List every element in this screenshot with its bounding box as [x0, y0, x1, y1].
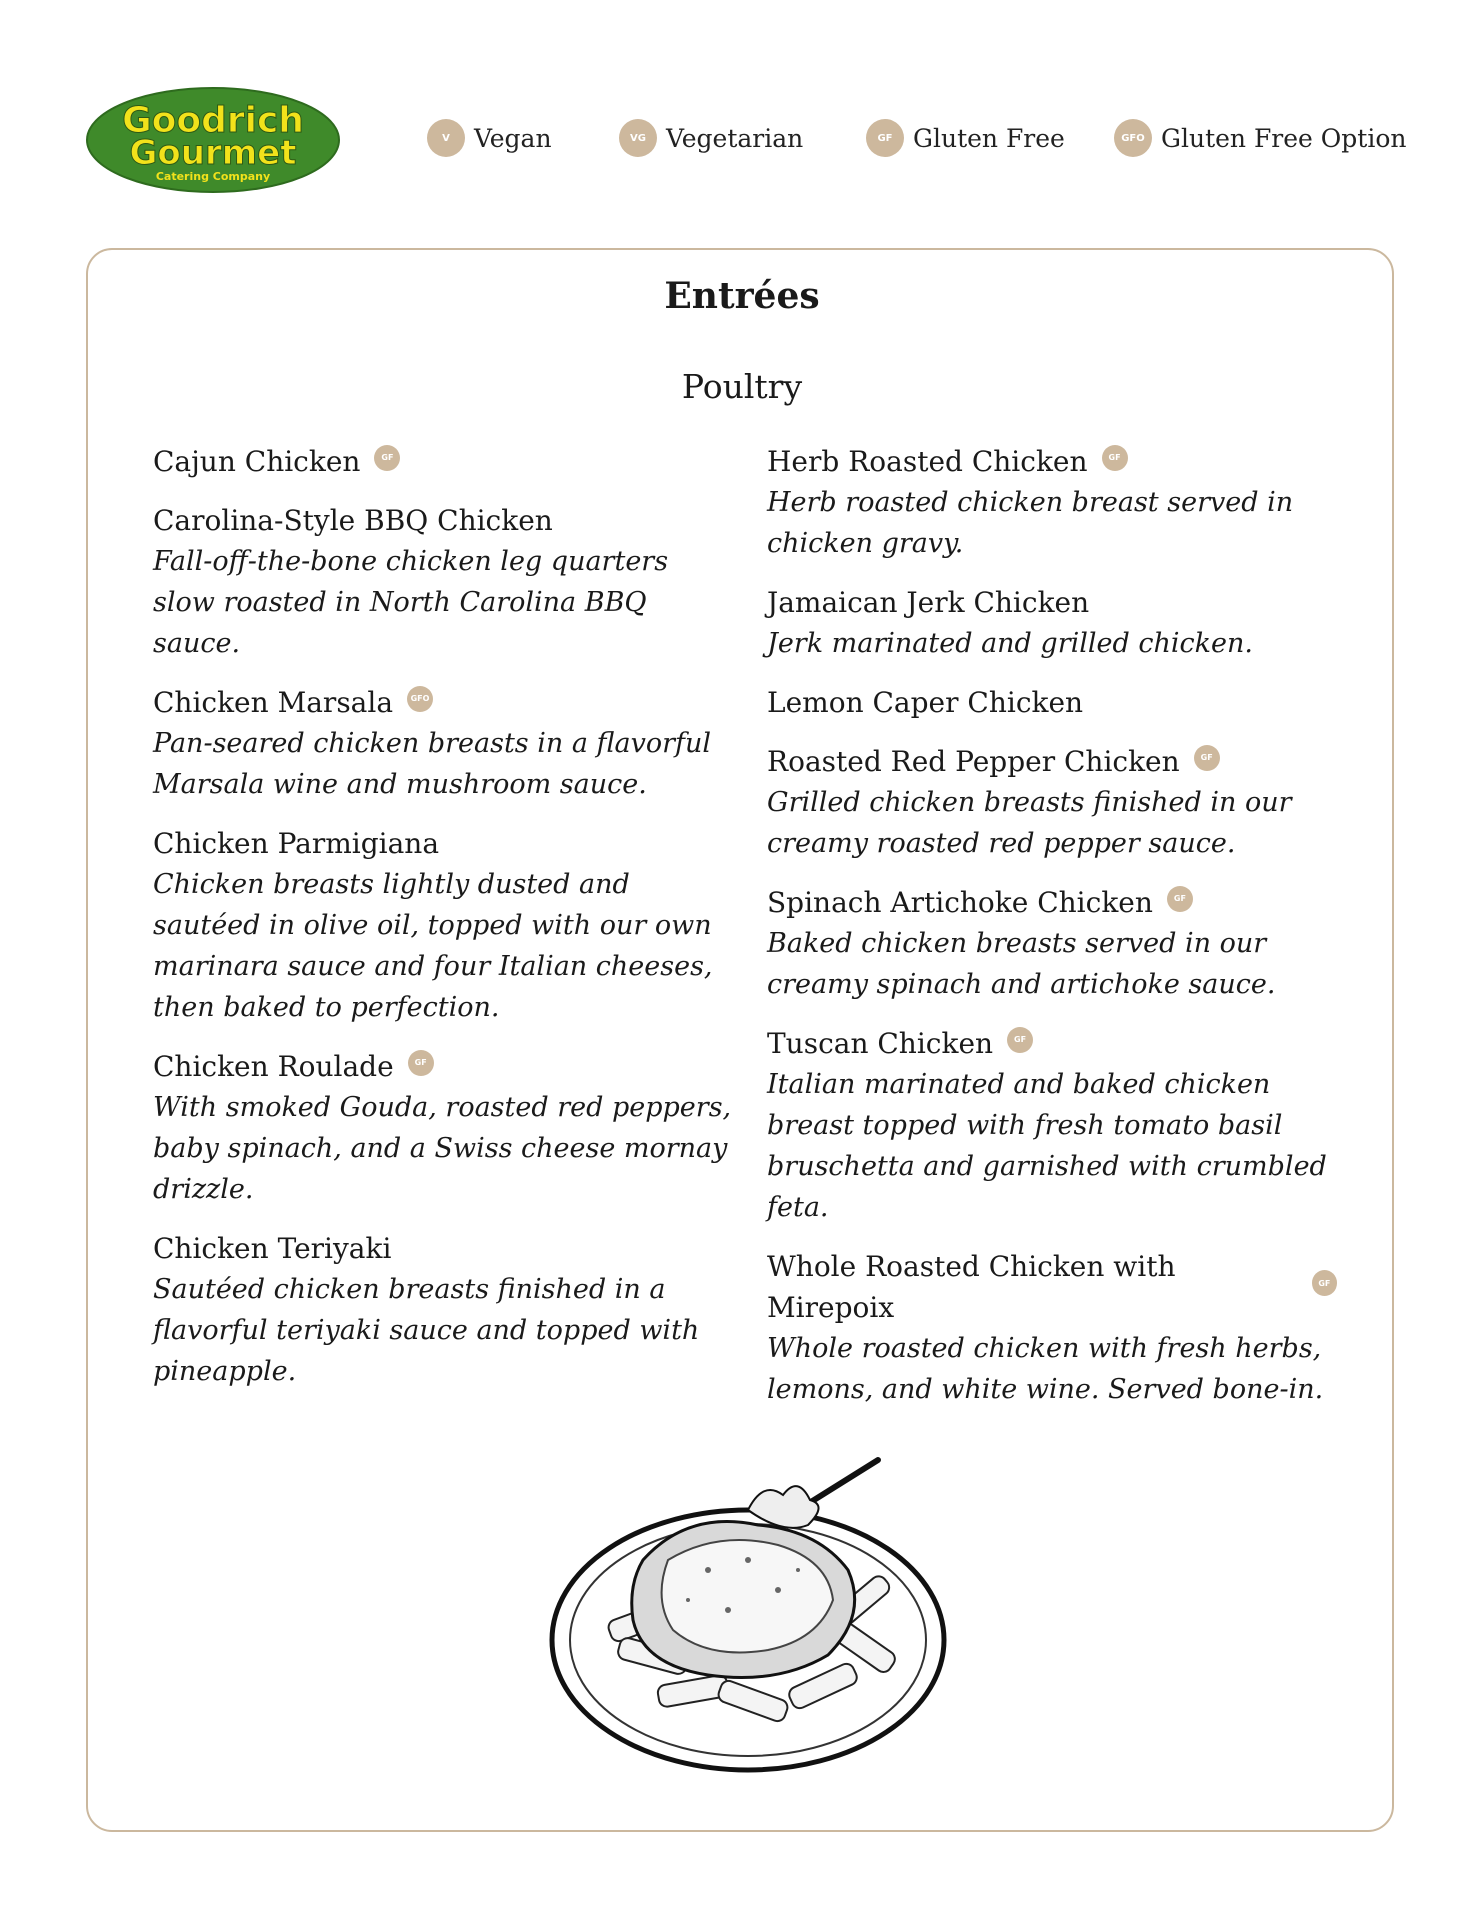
- item-description: Pan-seared chicken breasts in a flavorful Marsala wine and mushroom sauce.: [153, 728, 712, 800]
- menu-item: [767, 682, 1337, 723]
- item-name: Lemon Caper Chicken: [767, 686, 1084, 719]
- item-description: Jerk marinated and grilled chicken.: [767, 628, 1253, 659]
- logo-line-2: Gourmet: [129, 133, 297, 173]
- gluten-free-badge-icon: GF: [374, 445, 400, 471]
- item-description: Fall-off-the-bone chicken leg quarters slow roasted in North Carolina BBQ sauce.: [153, 546, 669, 659]
- item-description: With smoked Gouda, roasted red peppers, baby spinach, and a Swiss cheese mornay drizzle.: [153, 1092, 732, 1205]
- legend-gluten-free: [866, 118, 1065, 158]
- gluten-free-badge-icon: GF: [1007, 1027, 1033, 1053]
- page-title: Entrées: [664, 275, 820, 317]
- logo-line-3: Catering Company: [155, 170, 271, 183]
- gluten-free-badge-icon: GF: [866, 119, 904, 157]
- chicken-parmigiana-illustration: [548, 1440, 948, 1780]
- item-name: Chicken Teriyaki: [153, 1232, 392, 1265]
- item-name: Herb Roasted Chicken: [767, 445, 1088, 478]
- item-name: Roasted Red Pepper Chicken: [767, 745, 1180, 778]
- item-name: Chicken Marsala: [153, 686, 394, 719]
- legend-vegetarian: [619, 118, 803, 158]
- vegetarian-badge-icon: VG: [619, 119, 657, 157]
- menu-column-right: [767, 441, 1337, 1428]
- dietary-legend: [0, 118, 1484, 158]
- item-name: Jamaican Jerk Chicken: [767, 586, 1090, 619]
- menu-item: [767, 741, 1337, 864]
- menu-column-left: [153, 441, 733, 1410]
- gluten-free-badge-icon: GF: [1194, 745, 1220, 771]
- item-name: Carolina-Style BBQ Chicken: [153, 504, 553, 537]
- legend-label: Vegan: [474, 123, 552, 153]
- menu-item: [153, 500, 733, 664]
- item-description: Whole roasted chicken with fresh herbs, lemons, and white wine. Served bone-in.: [767, 1333, 1324, 1405]
- legend-vegan: [427, 118, 552, 158]
- item-name: Tuscan Chicken: [767, 1027, 994, 1060]
- item-name: Chicken Roulade: [153, 1050, 394, 1083]
- item-description: Baked chicken breasts served in our creamy spinach and artichoke sauce.: [767, 928, 1276, 1000]
- item-name: Whole Roasted Chicken with Mirepoix: [767, 1250, 1176, 1324]
- item-description: Grilled chicken breasts finished in our creamy roasted red pepper sauce.: [767, 787, 1292, 859]
- menu-item: [767, 582, 1337, 664]
- menu-item: [767, 1023, 1337, 1228]
- logo-line-1: Goodrich: [122, 100, 304, 141]
- gluten-free-badge-icon: GF: [1102, 445, 1128, 471]
- gluten-free-option-badge-icon: GFO: [1114, 119, 1152, 157]
- item-name: Chicken Parmigiana: [153, 827, 440, 860]
- gluten-free-option-badge-icon: GFO: [407, 686, 433, 712]
- menu-item: [767, 1246, 1337, 1410]
- gluten-free-badge-icon: GF: [408, 1050, 434, 1076]
- item-description: Sautéed chicken breasts finished in a flavorful teriyaki sauce and topped with pineapple.: [153, 1274, 700, 1387]
- menu-item: [153, 682, 733, 805]
- menu-item: [153, 1228, 733, 1392]
- gluten-free-badge-icon: GF: [1312, 1270, 1337, 1296]
- item-description: Herb roasted chicken breast served in chicken gravy.: [767, 487, 1294, 559]
- item-name: Cajun Chicken: [153, 445, 361, 478]
- menu-item: [153, 441, 733, 482]
- vegan-badge-icon: V: [427, 119, 465, 157]
- menu-item: [767, 441, 1337, 564]
- section-title: Poultry: [681, 367, 803, 406]
- gluten-free-badge-icon: GF: [1167, 886, 1193, 912]
- legend-label: Gluten Free: [913, 123, 1065, 153]
- menu-item: [153, 823, 733, 1028]
- legend-label: Vegetarian: [666, 123, 804, 153]
- legend-gluten-free-option: [1114, 118, 1406, 158]
- item-description: Chicken breasts lightly dusted and sautéed in olive oil, topped with our own marinara sauce and four Italian cheeses, then baked to perfection.: [153, 869, 713, 1023]
- item-name: Spinach Artichoke Chicken: [767, 886, 1153, 919]
- legend-label: Gluten Free Option: [1161, 123, 1407, 153]
- item-description: Italian marinated and baked chicken breast topped with fresh tomato basil bruschetta and garnished with crumbled feta.: [767, 1069, 1327, 1223]
- menu-item: [153, 1046, 733, 1210]
- menu-item: [767, 882, 1337, 1005]
